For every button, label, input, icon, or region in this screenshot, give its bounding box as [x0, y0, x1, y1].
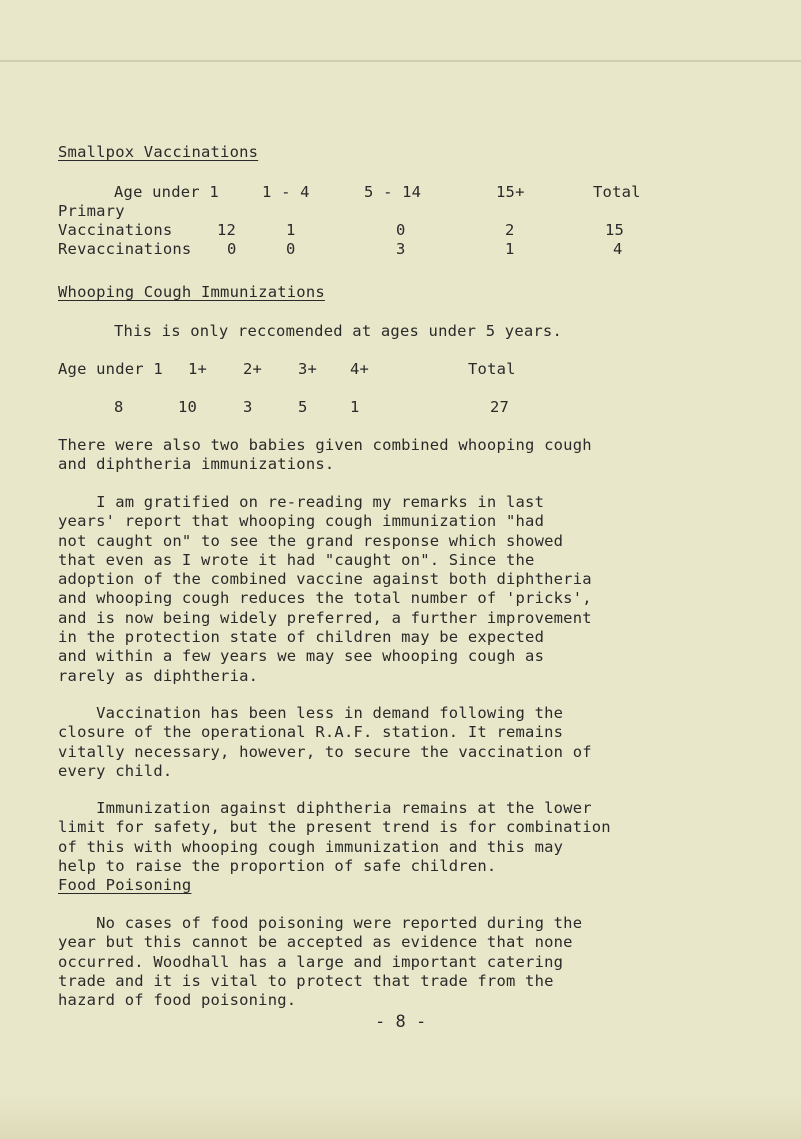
whooping-col-total: Total	[468, 360, 516, 378]
whooping-col-4-plus: 4+	[350, 360, 370, 378]
smallpox-revacc-total: 4	[613, 240, 623, 258]
whooping-value-3-plus: 5	[298, 398, 308, 416]
whooping-col-2-plus: 2+	[243, 360, 263, 378]
paragraph-vaccination-demand: Vaccination has been less in demand following the closure of the operational R.A.F. station. It remains vitally necessary, however, to secure the vaccination of every child.	[58, 704, 592, 780]
whooping-note: This is only reccomended at ages under 5 years.	[114, 322, 562, 340]
page-number: - 8 -	[375, 1012, 427, 1032]
smallpox-revacc-under-1: 0	[227, 240, 237, 258]
smallpox-vacc-5-14: 0	[396, 221, 406, 239]
smallpox-col-5-14: 5 - 14	[364, 183, 422, 201]
paragraph-diphtheria: Immunization against diphtheria remains at the lower limit for safety, but the present trend is for combination of this with whooping cough immunization and this may help to raise the proportion of safe children.	[58, 799, 611, 875]
whooping-value-total: 27	[490, 398, 510, 416]
page-edge-line	[0, 60, 801, 62]
smallpox-row-vaccinations-label: Vaccinations	[58, 221, 173, 239]
smallpox-row-primary-label: Primary	[58, 202, 125, 220]
paragraph-food-poisoning: No cases of food poisoning were reported during the year but this cannot be accepted as evidence that none occurred. Woodhall has a large and important catering trade and it is vital to protect that trade from the hazard of food poisoning.	[58, 914, 583, 1010]
smallpox-revacc-15-plus: 1	[505, 240, 515, 258]
whooping-value-1-plus: 10	[178, 398, 198, 416]
smallpox-col-total: Total	[593, 183, 641, 201]
paragraph-gratified: I am gratified on re-reading my remarks in last years' report that whooping cough immunization "had not caught on" to see the grand response which showed that even as I wrote it had "caught on". Since the adoption of the combined vaccine against both diphtheria and whooping cough reduces the total number of 'pricks', and is now being widely preferred, a further improvement in the protection state of children may be expected and within a few years we may see whooping cough as rarely as diphtheria.	[58, 493, 592, 685]
paragraph-combined-babies: There were also two babies given combined whooping cough and diphtheria immunizations.	[58, 436, 592, 474]
whooping-value-4-plus: 1	[350, 398, 360, 416]
whooping-col-age-under-1: Age under 1	[58, 360, 163, 378]
smallpox-col-1-4: 1 - 4	[262, 183, 310, 201]
whooping-value-under-1: 8	[114, 398, 124, 416]
smallpox-revacc-5-14: 3	[396, 240, 406, 258]
smallpox-col-age-under-1: Age under 1	[114, 183, 219, 201]
smallpox-vacc-total: 15	[605, 221, 625, 239]
whooping-col-3-plus: 3+	[298, 360, 318, 378]
whooping-heading: Whooping Cough Immunizations	[58, 283, 325, 301]
whooping-col-1-plus: 1+	[188, 360, 208, 378]
smallpox-vacc-15-plus: 2	[505, 221, 515, 239]
smallpox-vacc-1-4: 1	[286, 221, 296, 239]
smallpox-row-revaccinations-label: Revaccinations	[58, 240, 192, 258]
smallpox-heading: Smallpox Vaccinations	[58, 143, 259, 161]
page-bottom-shade	[0, 1095, 801, 1139]
smallpox-revacc-1-4: 0	[286, 240, 296, 258]
smallpox-col-15-plus: 15+	[496, 183, 525, 201]
whooping-value-2-plus: 3	[243, 398, 253, 416]
smallpox-vacc-under-1: 12	[217, 221, 237, 239]
food-poisoning-heading: Food Poisoning	[58, 876, 192, 894]
